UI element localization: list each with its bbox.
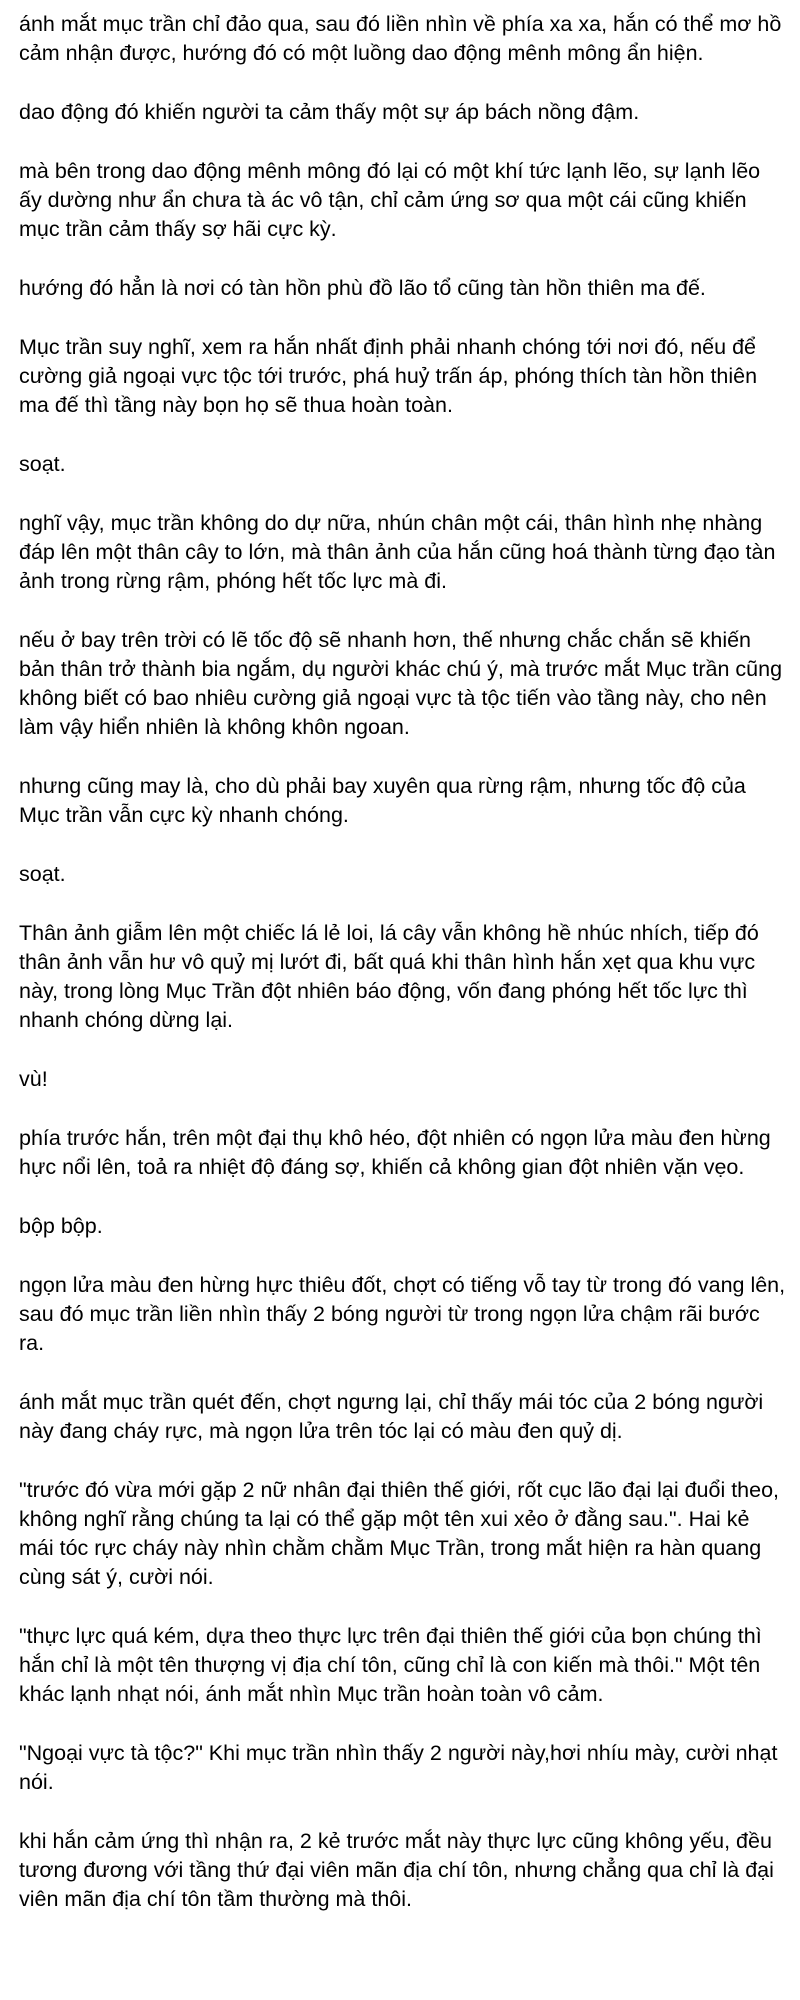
paragraph: nhưng cũng may là, cho dù phải bay xuyên qua rừng rậm, nhưng tốc độ của Mục trần vẫn cực kỳ nhanh chóng. (19, 774, 746, 827)
paragraph: bộp bộp. (19, 1214, 103, 1238)
paragraph: ánh mắt mục trần quét đến, chợt ngưng lại, chỉ thấy mái tóc của 2 bóng người này đang cháy rực, mà ngọn lửa trên tóc lại có màu đen quỷ dị. (19, 1390, 764, 1443)
paragraph: soạt. (19, 452, 66, 476)
paragraph: soạt. (19, 862, 66, 886)
paragraph: nếu ở bay trên trời có lẽ tốc độ sẽ nhanh hơn, thế nhưng chắc chắn sẽ khiến bản thân trở thành bia ngắm, dụ người khác chú ý, mà trước mắt Mục trần cũng không biết có bao nhiêu cường giả ngoại vực tà tộc tiến vào tầng này, cho nên làm vậy hiển nhiên là không khôn ngoan. (19, 628, 783, 739)
paragraph: hướng đó hẳn là nơi có tàn hồn phù đồ lão tổ cũng tàn hồn thiên ma đế. (19, 276, 706, 300)
paragraph: ánh mắt mục trần chỉ đảo qua, sau đó liền nhìn về phía xa xa, hắn có thể mơ hồ cảm nhận được, hướng đó có một luồng dao động mênh mông ẩn hiện. (19, 12, 782, 65)
paragraph: ngọn lửa màu đen hừng hực thiêu đốt, chợt có tiếng vỗ tay từ trong đó vang lên, sau đó mục trần liền nhìn thấy 2 bóng người từ trong ngọn lửa chậm rãi bước ra. (19, 1273, 786, 1355)
paragraph: nghĩ vậy, mục trần không do dự nữa, nhún chân một cái, thân hình nhẹ nhàng đáp lên một thân cây to lớn, mà thân ảnh của hắn cũng hoá thành từng đạo tàn ảnh trong rừng rậm, phóng hết tốc lực mà đi. (19, 511, 776, 593)
paragraph: khi hắn cảm ứng thì nhận ra, 2 kẻ trước mắt này thực lực cũng không yếu, đều tương đương với tầng thứ đại viên mãn địa chí tôn, nhưng chẳng qua chỉ là đại viên mãn địa chí tôn tầm thường mà thôi. (19, 1829, 774, 1911)
paragraph: Mục trần suy nghĩ, xem ra hắn nhất định phải nhanh chóng tới nơi đó, nếu để cường giả ngoại vực tộc tới trước, phá huỷ trấn áp, phóng thích tàn hồn thiên ma đế thì tầng này bọn họ sẽ thua hoàn toàn. (19, 335, 758, 417)
paragraph: "Ngoại vực tà tộc?" Khi mục trần nhìn thấy 2 người này,hơi nhíu mày, cười nhạt nói. (19, 1741, 778, 1794)
paragraph: "thực lực quá kém, dựa theo thực lực trên đại thiên thế giới của bọn chúng thì hắn chỉ là một tên thượng vị địa chí tôn, cũng chỉ là con kiến mà thôi." Một tên khác lạnh nhạt nói, ánh mắt nhìn Mục trần hoàn toàn vô cảm. (19, 1624, 762, 1706)
paragraph: vù! (19, 1067, 48, 1091)
paragraph: "trước đó vừa mới gặp 2 nữ nhân đại thiên thế giới, rốt cục lão đại lại đuổi theo, không nghĩ rằng chúng ta lại có thể gặp một tên xui xẻo ở đằng sau.". Hai kẻ mái tóc rực cháy này nhìn chằm chằm Mục Trần, trong mắt hiện ra hàn quang cùng sát ý, cười nói. (19, 1478, 780, 1589)
paragraph: dao động đó khiến người ta cảm thấy một sự áp bách nồng đậm. (19, 100, 640, 124)
paragraph: Thân ảnh giẫm lên một chiếc lá lẻ loi, lá cây vẫn không hề nhúc nhích, tiếp đó thân ảnh vẫn hư vô quỷ mị lướt đi, bất quá khi thân hình hắn xẹt qua khu vực này, trong lòng Mục Trần đột nhiên báo động, vốn đang phóng hết tốc lực thì nhanh chóng dừng lại. (19, 921, 759, 1032)
paragraph: mà bên trong dao động mênh mông đó lại có một khí tức lạnh lẽo, sự lạnh lẽo ấy dường như ẩn chưa tà ác vô tận, chỉ cảm ứng sơ qua một cái cũng khiến mục trần cảm thấy sợ hãi cực kỳ. (19, 159, 761, 241)
paragraph: phía trước hắn, trên một đại thụ khô héo, đột nhiên có ngọn lửa màu đen hừng hực nổi lên, toả ra nhiệt độ đáng sợ, khiến cả không gian đột nhiên vặn vẹo. (19, 1126, 771, 1179)
